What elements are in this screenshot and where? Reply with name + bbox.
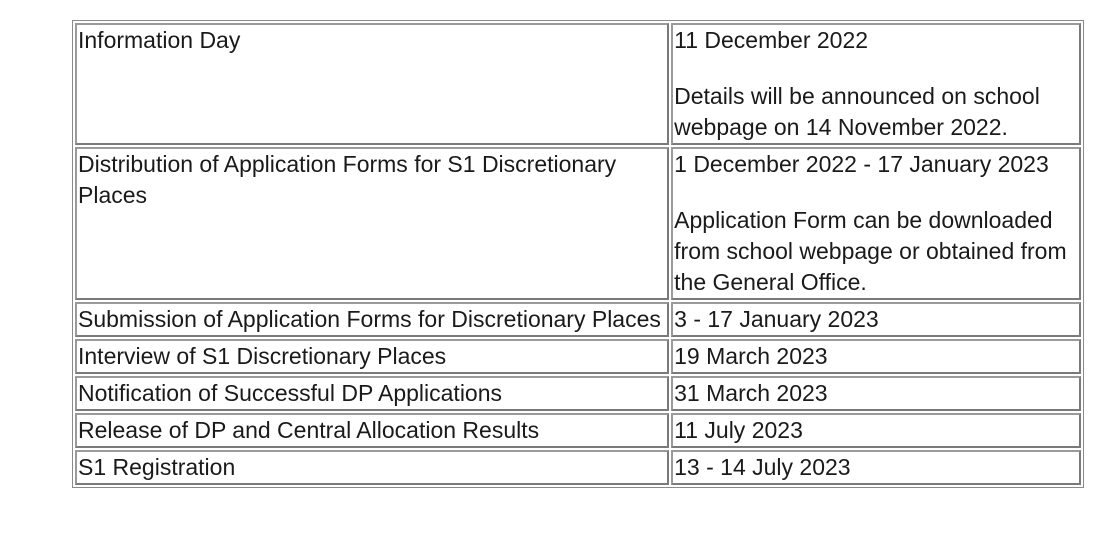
event-cell (75, 376, 669, 411)
table-row (75, 302, 1081, 337)
admission-schedule-table (72, 20, 1084, 488)
table-row (75, 147, 1081, 300)
event-date: 13 - 14 July 2023 (674, 454, 851, 480)
date-cell (671, 147, 1081, 300)
event-note: Application Form can be downloaded from school webpage or obtained from the General Office. (674, 207, 1067, 295)
event-name: Information Day (78, 27, 241, 53)
table-row (75, 23, 1081, 145)
event-cell (75, 450, 669, 485)
date-cell (671, 302, 1081, 337)
table-row (75, 450, 1081, 485)
event-date: 3 - 17 January 2023 (674, 306, 879, 332)
date-cell (671, 450, 1081, 485)
event-name: Notification of Successful DP Applications (78, 380, 503, 406)
date-cell (671, 23, 1081, 145)
event-date: 31 March 2023 (674, 380, 828, 406)
table-row (75, 413, 1081, 448)
event-name: Submission of Application Forms for Discretionary Places (78, 306, 661, 332)
table-row (75, 376, 1081, 411)
event-name: Interview of S1 Discretionary Places (78, 343, 447, 369)
event-date: 11 December 2022 (674, 27, 869, 53)
event-date: 1 December 2022 - 17 January 2023 (674, 151, 1049, 177)
event-name: Distribution of Application Forms for S1 Discretionary Places (78, 151, 617, 208)
table-row (75, 339, 1081, 374)
event-name: Release of DP and Central Allocation Results (78, 417, 540, 443)
event-cell (75, 302, 669, 337)
event-cell (75, 23, 669, 145)
date-cell (671, 413, 1081, 448)
event-note: Details will be announced on school webpage on 14 November 2022. (674, 83, 1040, 140)
event-cell (75, 339, 669, 374)
event-date: 19 March 2023 (674, 343, 828, 369)
date-cell (671, 339, 1081, 374)
event-date: 11 July 2023 (674, 417, 803, 443)
event-cell (75, 147, 669, 300)
event-name: S1 Registration (78, 454, 236, 480)
event-cell (75, 413, 669, 448)
date-cell (671, 376, 1081, 411)
